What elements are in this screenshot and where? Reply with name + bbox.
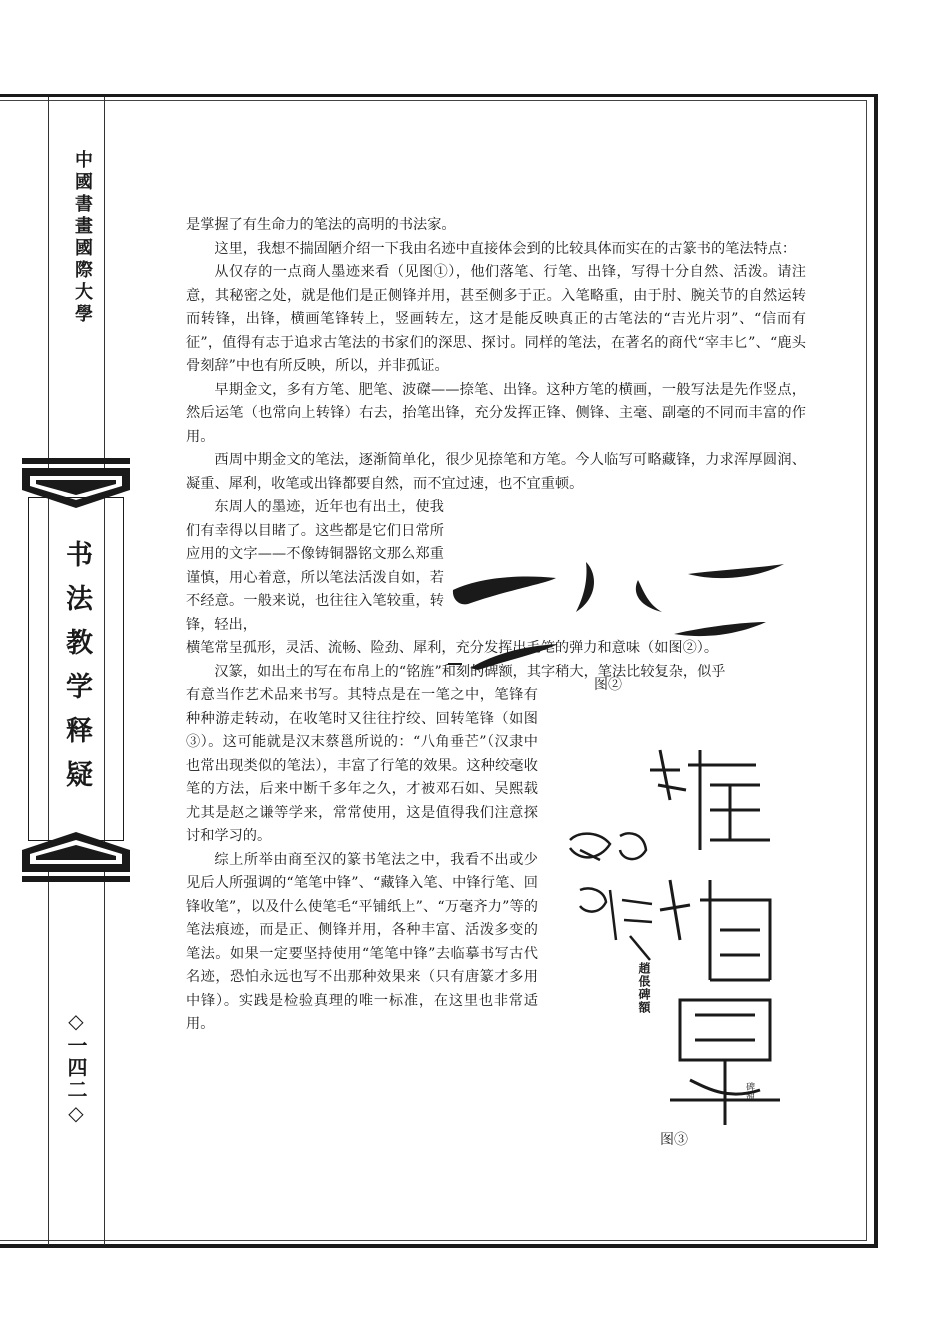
- paragraph: 汉篆，如出土的写在布帛上的“铭旌”和刻的碑额，其字稍大，笔法比较复杂，似乎: [214, 663, 726, 680]
- paragraph: 早期金文，多有方笔、肥笔、波磔——捺笔、出锋。这种方笔的横画，一般写法是先作竖点，然后运笔（也常向上转锋）右去，抬笔出锋，充分发挥正锋、侧锋、主毫、副毫的不同而丰富的作用。: [186, 381, 806, 445]
- ribbon-bar-bottom: [22, 876, 130, 882]
- figure-2-caption: 图②: [594, 677, 622, 693]
- figure-3-caption: 图③: [660, 1132, 688, 1148]
- paragraph: 综上所举由商至汉的篆书笔法之中，我看不出或少见后人所强调的“笔笔中锋”、“藏锋入笔、中锋行笔、回锋收笔”，以及什么使笔毛“平铺纸上”、“万毫齐力”等的笔法痕迹，而是正、侧锋并用，各种丰富、活泼多变的笔法。如果一定要坚持使用“笔笔中锋”去临摹书写古代名迹，恐怕永远也写不出那种效果来（只有唐篆才多用中锋）。实践是检验真理的唯一标准，在这里也非常适用。: [186, 851, 538, 1032]
- paragraph: 东周人的墨迹，近年也有出土，使我们有幸得以目睹了。这些都是它们日常所应用的文字——不像铸铜器铭文那么郑重谨慎，用心着意，所以笔法活泼自如，若不经意。一般来说，也往往入笔较重，转锋，轻出，: [186, 499, 444, 633]
- paragraph: 横笔常呈孤形，灵活、流畅、险劲、犀利，充分发挥出毛笔的弹力和意味（如图②）。: [186, 640, 719, 656]
- ribbon-bottom-ornament: [22, 832, 130, 872]
- paragraph: 这里，我想不揣固陋介绍一下我由名迹中直接体会到的比较具体而实在的古篆书的笔法特点：: [214, 240, 797, 257]
- page-number: ◇一四二◇: [64, 1009, 88, 1127]
- ribbon-bar-top: [22, 458, 130, 464]
- paragraph: 西周中期金文的笔法，逐渐简单化，很少见捺笔和方笔。今人临写可略藏锋，力求浑厚圆润、凝重、犀利，收笔或出锋都要自然，而不宜过速，也不宜重顿。: [186, 452, 806, 492]
- figure-3-inscription: 趙倀碑額: [637, 962, 651, 1014]
- paragraph: 从仅存的一点商人墨迹来看（见图①），他们落笔、行笔、出锋，写得十分自然、活泼。请注意，其秘密之处，就是他们是正侧锋并用，甚至侧多于正。入笔略重，由于肘、腕关节的自然运转而转锋，出锋，横画笔锋转上，竖画转左，这才是能反映真正的古笔法的“吉光片羽”、“信而有征”，值得有志于追求古笔法的书家们的深思、探讨。同样的笔法，在著名的商代“宰丰匕”、“鹿头骨刻辞”中也有所反映，所以，并非孤证。: [186, 264, 806, 374]
- book-title: 书法教学释疑: [61, 540, 92, 804]
- paragraph: 有意当作艺术品来书写。其特点是在一笔之中，笔锋有种种游走转动，在收笔时又往往拧绞、回转笔锋（如图③）。这可能就是汉末蔡邕所说的：“八角垂芒”（汉隶中也常出现类似的笔法），丰富了行笔的效果。这种绞毫收笔的方法，后来中断千多年之久，才被邓石如、吴熙载尤其是赵之谦等学来，常常使用，这是值得我们注意探讨和学习的。: [186, 687, 538, 844]
- figure-3-seal-script: [560, 740, 800, 1140]
- figure-2-brush-strokes: [448, 560, 788, 670]
- figure-3-seal-mark: 碑額: [744, 1082, 754, 1100]
- paragraph: 是掌握了有生命力的笔法的高明的书法家。: [186, 217, 456, 233]
- school-name: 中國書畫國際大學: [72, 150, 93, 326]
